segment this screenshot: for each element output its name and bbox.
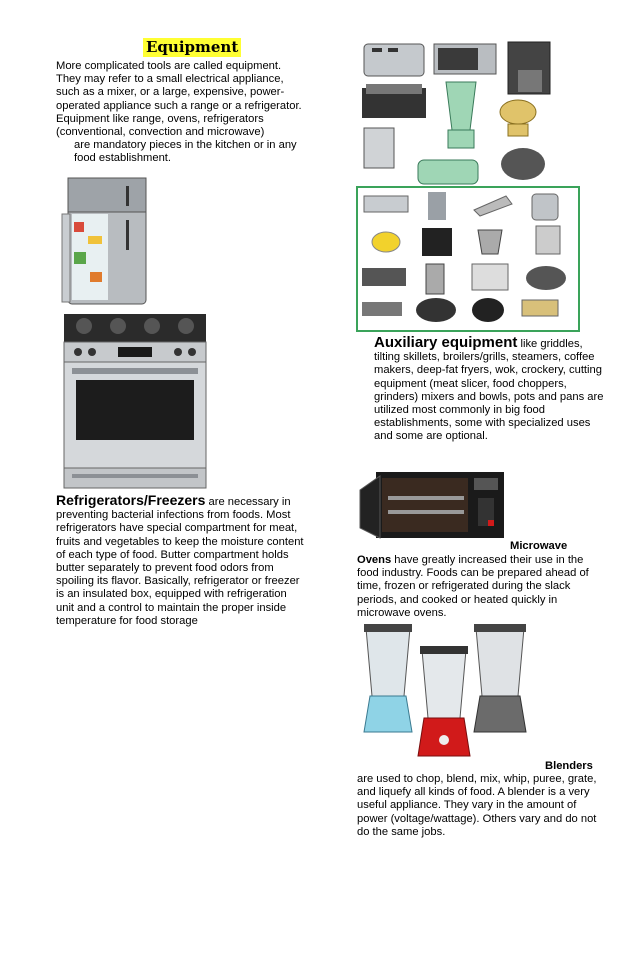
intro-line-2: Equipment like range, ovens, refrigerators (conventional, convection and microwave) <box>56 112 265 139</box>
blenders-image <box>360 624 534 766</box>
refrigerator-heading: Refrigerators/Freezers <box>56 492 206 508</box>
microwave-lead: Ovens <box>357 554 392 566</box>
microwave-body: have greatly increased their use in the food industry. Foods can be prepared ahead of time, frozen or refrigerated during the slack periods, and cooked or heated quickly in microwave ovens. <box>357 554 589 619</box>
refrigerator-paragraph <box>56 494 306 628</box>
microwave-oven-image <box>358 470 506 542</box>
microwave-paragraph <box>357 554 599 620</box>
refrigerator-body: are necessary in preventing bacterial infections from foods. Most refrigerators have special compartment for meat, fruits and vegetables to keep the moisture content of each type of food. Butter compartment holds butter separately to prevent food odors from spoiling its flavor. Basically, refrigerator or freezer is an insulated box, equipped with refrigeration unit and a control to maintain the proper inside temperature for food storage <box>56 496 304 627</box>
auxiliary-body: like griddles, tilting skillets, broilers/grills, steamers, coffee makers, deep-fat fryers, wok, crockery, cutting equipment (meat slicer, food choppers, grinders) mixers and bowls, pots and pans are utilized most commonly in big food establishments, some with specialized uses and some are optional. <box>374 338 604 443</box>
auxiliary-heading: Auxiliary equipment <box>374 334 518 351</box>
microwave-caption: Microwave <box>510 540 568 552</box>
refrigerator-image <box>62 176 152 308</box>
intro-line-3: are mandatory pieces in the kitchen or in any food establishment. <box>74 139 297 165</box>
intro-line-1: More complicated tools are called equipment. They may refer to a small electrical appliance, such as a mixer, or a large, expensive, power-operated appliance such a range or a refrigerator. <box>56 60 302 112</box>
auxiliary-paragraph <box>374 336 604 444</box>
page-title: Equipment <box>143 38 241 57</box>
appliance-collage-image <box>358 40 554 186</box>
range-stove-image <box>62 312 208 490</box>
auxiliary-equipment-image <box>356 186 580 332</box>
intro-paragraph <box>56 60 306 166</box>
blenders-paragraph: are used to chop, blend, mix, whip, puree, grate, and liquefy all kinds of food. A blender is a very useful appliance. They vary in the amount of power (voltage/wattage). Others vary and do not do the same jobs. <box>357 773 597 838</box>
blenders-caption: Blenders <box>545 760 593 772</box>
